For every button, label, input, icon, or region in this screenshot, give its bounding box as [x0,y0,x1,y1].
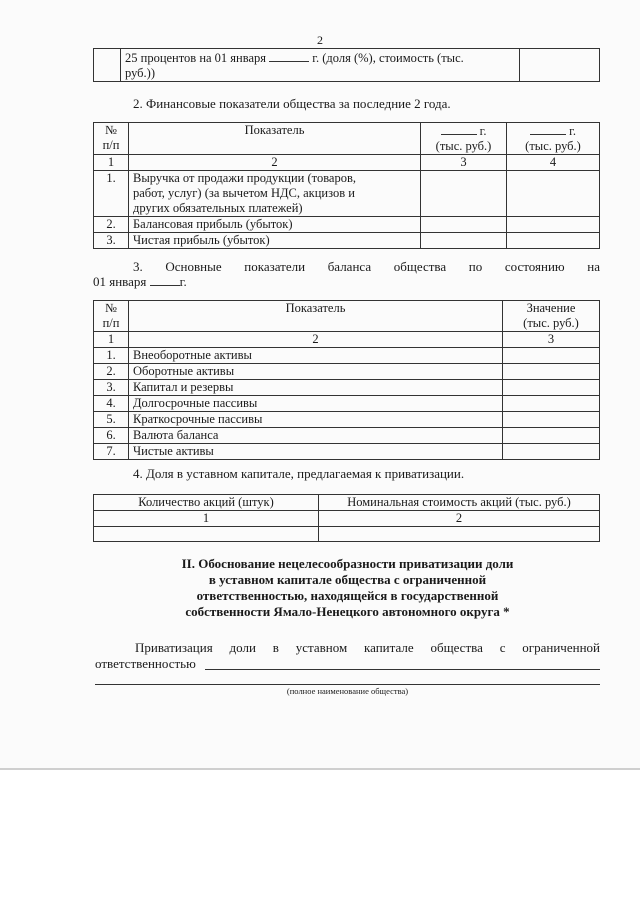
row-label: Чистые активы [129,444,503,460]
row-number: 4. [94,396,129,412]
row-label: Балансовая прибыль (убыток) [129,217,421,233]
col-num-header-2: п/п [102,138,120,152]
col-value-header: Значение [526,301,576,315]
row-label: работ, услуг) (за вычетом НДС, акцизов и [133,186,355,200]
index-row [94,155,600,171]
share-table [93,494,600,542]
blank-line [269,50,309,62]
table-row [94,348,600,364]
table-row [94,217,600,233]
row-number: 3. [94,233,129,249]
part2-title: II. Обоснование нецелесообразности приватизации доли в уставном капитале общества с ограниченной ответственностью, находящейся в государственной собственности Ямало-Ненецкого автономного округа * [181,556,514,619]
index-cell: 1 [94,511,319,527]
row-number: 1. [94,348,129,364]
col-indicator-header: Показатель [129,123,421,155]
continued-table [93,48,600,82]
table-row [94,233,600,249]
index-cell: 2 [129,332,503,348]
row-number: 5. [94,412,129,428]
col-num-header: № [105,123,117,137]
col-num-header-2: п/п [102,316,120,330]
col-year-header: г. [479,124,487,138]
row-label: Чистая прибыль (убыток) [129,233,421,249]
financial-table [93,122,600,249]
row-label: Долгосрочные пассивы [129,396,503,412]
section3-heading-line2: 01 января г. [93,274,187,289]
row-label: Краткосрочные пассивы [129,412,503,428]
row-label: Выручка от продажи продукции (товаров, [133,171,357,185]
top-row-text-2: руб.)) [125,66,155,80]
col-shares-header: Количество акций (штук) [94,495,319,511]
col-indicator-header: Показатель [129,301,503,332]
row-label: Оборотные активы [129,364,503,380]
col-year-header: г. [569,124,576,138]
col-value-unit: (тыс. руб.) [523,316,579,330]
index-cell: 4 [507,155,600,171]
row-label: Внеоборотные активы [129,348,503,364]
col-nominal-header: Номинальная стоимость акций (тыс. руб.) [319,495,600,511]
index-cell: 2 [319,511,600,527]
blank-line [150,274,180,286]
col-unit-header: (тыс. руб.) [525,139,581,153]
balance-table [93,300,600,460]
row-number: 3. [94,380,129,396]
row-number: 2. [94,217,129,233]
row-number: 2. [94,364,129,380]
index-row [94,332,600,348]
table-header-row [94,495,600,511]
row-number: 7. [94,444,129,460]
table-row [94,527,600,542]
row-number: 6. [94,428,129,444]
fill-in-line [205,669,600,670]
row-label: Валюта баланса [129,428,503,444]
section2-heading: 2. Финансовые показатели общества за последние 2 года. [133,96,451,111]
field-note: (полное наименование общества) [286,686,409,696]
fill-in-line [95,684,600,685]
section3-heading: 3. Основные показатели баланса общества по состоянию на [133,259,600,274]
year-blank [530,123,566,135]
table-row [94,380,600,396]
index-cell: 3 [503,332,600,348]
row-number: 1. [94,171,129,217]
table-row [94,396,600,412]
part2-paragraph: Приватизация доли в уставном капитале общества с ограниченной [135,640,600,655]
table-row [94,412,600,428]
table-row [94,428,600,444]
table-header-row [94,123,600,155]
col-unit-header: (тыс. руб.) [435,139,492,153]
index-cell: 1 [94,155,129,171]
table-row [94,364,600,380]
table-row [94,444,600,460]
year-blank [441,123,477,135]
index-cell: 1 [94,332,129,348]
row-label: Капитал и резервы [129,380,503,396]
table-row [94,171,600,217]
row-label: других обязательных платежей) [133,201,303,215]
page-edge [0,768,640,770]
table-row [94,49,600,82]
top-row-text-end: г. (доля (%), стоимость (тыс. [312,51,464,65]
index-row [94,511,600,527]
page-number: 2 [317,33,323,47]
top-row-text: 25 процентов на 01 января [125,51,267,65]
table-header-row [94,301,600,332]
col-num-header: № [105,301,117,315]
part2-paragraph-line2: ответственностью [95,656,196,671]
section4-heading: 4. Доля в уставном капитале, предлагаемая к приватизации. [133,466,465,481]
index-cell: 2 [129,155,421,171]
index-cell: 3 [421,155,507,171]
